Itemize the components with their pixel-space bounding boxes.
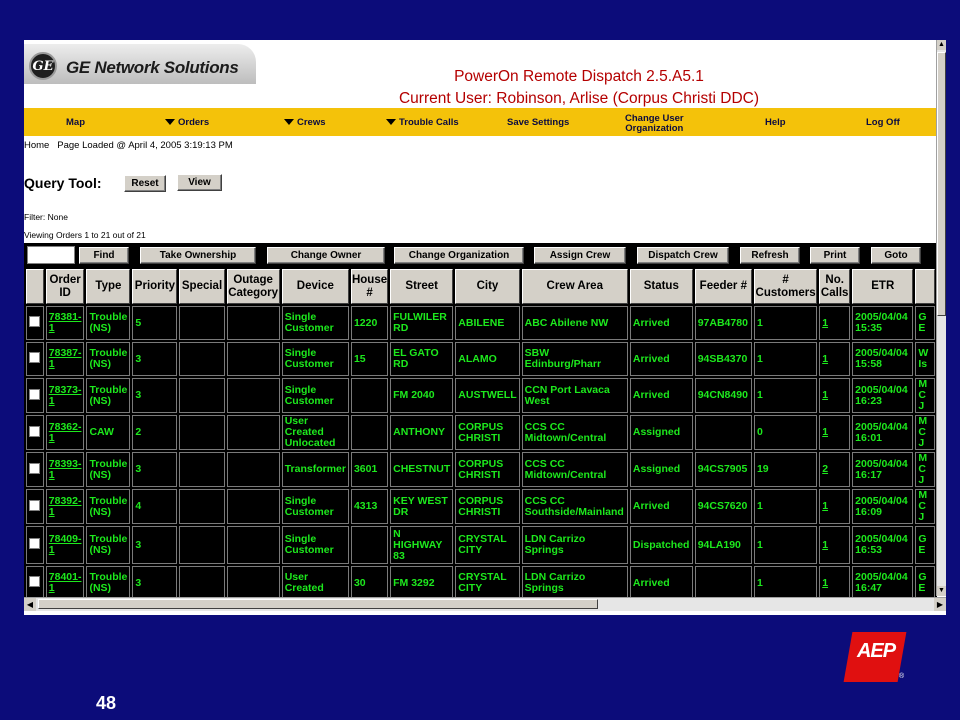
select-column-header [26,269,44,304]
page-info [24,140,233,151]
column-header[interactable]: No. Calls [819,269,850,304]
column-header[interactable]: # Customers [754,269,817,304]
cell-outage [227,489,280,524]
cell-etr: 2005/04/04 16:47 [852,566,913,597]
cell-type: Trouble (NS) [86,566,130,597]
cell-calls [819,378,850,413]
row-select-cell [26,342,44,376]
cell-priority: 3 [132,342,177,376]
cell-priority: 3 [132,378,177,413]
cell-type: Trouble (NS) [86,378,130,413]
cell-type: Trouble (NS) [86,526,130,564]
row-checkbox[interactable] [29,576,40,587]
take-ownership-button[interactable]: Take Ownership [140,247,256,264]
dropdown-arrow-icon [165,119,175,125]
cell-outage [227,415,280,450]
column-header-clipped [915,269,935,304]
ge-logo-icon: GE [29,52,57,80]
cell-extra: M C J [915,415,935,450]
calls-link[interactable]: 1 [822,538,829,551]
cell-special [179,526,224,564]
cell-etr: 2005/04/04 15:58 [852,342,913,376]
calls-link[interactable]: 1 [822,352,829,365]
cell-customers: 19 [754,452,817,487]
row-select-cell [26,489,44,524]
app-header [24,40,946,108]
view-button[interactable]: View [177,174,222,191]
browser-window [24,40,946,615]
row-select-cell [26,306,44,340]
cell-outage [227,452,280,487]
cell-calls [819,342,850,376]
cell-priority: 5 [132,306,177,340]
cell-customers: 1 [754,378,817,413]
scroll-up-arrow-icon[interactable]: ▲ [938,41,945,48]
cell-etr: 2005/04/04 16:53 [852,526,913,564]
cell-order-id [46,306,85,340]
aep-logo-text: AEP [856,640,896,662]
cell-street: FULWILER RD [390,306,453,340]
cell-type: Trouble (NS) [86,342,130,376]
orders-table [24,267,937,597]
cell-crew-area: LDN Carrizo Springs [522,566,628,597]
cell-status: Arrived [630,378,693,413]
cell-street: ANTHONY [390,415,453,450]
cell-street: KEY WEST DR [390,489,453,524]
cell-device: Single Customer [282,489,349,524]
slide-number: 48 [96,693,117,713]
cell-feeder: 94CS7905 [695,452,752,487]
cell-special [179,306,224,340]
cell-special [179,566,224,597]
cell-feeder: 97AB4780 [695,306,752,340]
row-checkbox[interactable] [29,538,40,549]
cell-etr: 2005/04/04 15:35 [852,306,913,340]
cell-device: User Created [282,566,349,597]
menu-map[interactable] [66,108,85,136]
order-id-link[interactable]: 78362-1 [48,420,82,444]
cell-priority: 4 [132,489,177,524]
menu-log-off-label: Log Off [866,116,900,128]
cell-street: FM 3292 [390,566,453,597]
registered-mark: ® [899,673,905,680]
cell-house: 3601 [351,452,388,487]
column-header[interactable]: Outage Category [227,269,280,304]
scroll-right-arrow-icon[interactable]: ▶ [934,598,946,611]
calls-link[interactable]: 1 [822,576,829,589]
row-checkbox[interactable] [29,316,40,327]
cell-calls [819,489,850,524]
cell-special [179,342,224,376]
assign-crew-button[interactable]: Assign Crew [534,247,626,264]
table-row[interactable] [26,378,935,413]
cell-type: Trouble (NS) [86,306,130,340]
cell-order-id [46,415,85,450]
cell-type: CAW [86,415,130,450]
vertical-scroll-thumb[interactable] [937,52,946,316]
cell-outage [227,306,280,340]
cell-priority: 3 [132,526,177,564]
table-row[interactable] [26,566,935,597]
dropdown-arrow-icon [284,119,294,125]
brand-tab [24,44,256,84]
row-checkbox[interactable] [29,352,40,363]
cell-extra: W Is [915,342,935,376]
calls-link[interactable]: 1 [822,389,829,401]
cell-order-id [46,526,85,564]
cell-city: AUSTWELL [455,378,519,413]
goto-button[interactable]: Goto [871,247,921,264]
cell-crew-area: CCS CC Midtown/Central [522,452,628,487]
brand-name: GE Network Solutions [66,58,239,77]
cell-feeder [695,566,752,597]
column-header[interactable]: Feeder # [695,269,752,304]
cell-etr: 2005/04/04 16:23 [852,378,913,413]
cell-etr: 2005/04/04 16:09 [852,489,913,524]
cell-device: Single Customer [282,342,349,376]
cell-house: 15 [351,342,388,376]
order-id-link[interactable]: 78393-1 [48,457,82,481]
cell-type: Trouble (NS) [86,489,130,524]
cell-order-id [46,489,85,524]
cell-city: ALAMO [455,342,519,376]
cell-feeder: 94SB4370 [695,342,752,376]
menu-orders[interactable] [165,108,209,136]
grid-toolbar [24,243,944,267]
cell-calls [819,415,850,450]
filter-text: Filter: None [24,212,68,222]
menu-save-settings-label: Save Settings [507,116,570,128]
table-row[interactable] [26,342,935,376]
table-row[interactable] [26,526,935,564]
order-id-link[interactable]: 78381-1 [48,311,82,334]
scroll-left-arrow-icon[interactable]: ◀ [24,598,36,611]
change-organization-button[interactable]: Change Organization [394,247,524,264]
calls-link[interactable]: 1 [822,316,829,329]
row-select-cell [26,415,44,450]
print-button[interactable]: Print [810,247,860,264]
row-checkbox[interactable] [29,500,40,511]
cell-calls [819,526,850,564]
order-id-link[interactable]: 78387-1 [48,347,82,370]
cell-calls [819,566,850,597]
row-select-cell [26,566,44,597]
menu-trouble-calls-label: Trouble Calls [399,116,459,128]
home-link[interactable]: Home [24,140,50,151]
menu-change-user-organization-label [625,110,684,134]
cell-customers: 1 [754,306,817,340]
column-header[interactable]: Special [179,269,224,304]
order-id-link[interactable]: 78401-1 [48,571,82,594]
cell-special [179,452,224,487]
calls-link[interactable]: 2 [822,463,829,475]
cell-device: Transformer [282,452,349,487]
grid-header-row [26,269,935,304]
menu-help[interactable] [765,108,786,136]
cell-extra: M C J [915,378,935,413]
cell-order-id [46,566,85,597]
cell-order-id [46,378,85,413]
table-row[interactable] [26,452,935,487]
change-owner-button[interactable]: Change Owner [267,247,385,264]
cell-city: CRYSTAL CITY [455,526,519,564]
cell-status: Assigned [630,452,693,487]
cell-device: Single Customer [282,378,349,413]
app-title: PowerOn Remote Dispatch 2.5.A5.1 [454,68,704,85]
order-id-link[interactable]: 78392-1 [48,494,82,518]
cell-priority: 3 [132,452,177,487]
cell-customers: 1 [754,526,817,564]
scroll-down-arrow-icon[interactable]: ▼ [938,587,945,594]
cell-special [179,415,224,450]
cell-status: Arrived [630,342,693,376]
cell-extra: G E [915,566,935,597]
cell-city: CORPUS CHRISTI [455,452,519,487]
horizontal-scroll-thumb[interactable] [38,599,598,609]
table-row[interactable] [26,489,935,524]
cell-house: 1220 [351,306,388,340]
column-header[interactable]: City [455,269,519,304]
viewing-count: Viewing Orders 1 to 21 out of 21 [24,230,146,240]
row-select-cell [26,526,44,564]
menu-map-label: Map [66,116,85,128]
cell-status: Arrived [630,489,693,524]
menu-cuo-line1: Change User [625,113,684,124]
cell-city: ABILENE [455,306,519,340]
column-header[interactable]: Street [390,269,453,304]
cell-outage [227,526,280,564]
dropdown-arrow-icon [386,119,396,125]
cell-etr: 2005/04/04 16:01 [852,415,913,450]
cell-calls [819,452,850,487]
column-header[interactable]: Status [630,269,693,304]
order-id-link[interactable]: 78373-1 [48,383,82,407]
cell-special [179,378,224,413]
cell-etr: 2005/04/04 16:17 [852,452,913,487]
current-user: Current User: Robinson, Arlise (Corpus Christi DDC) [398,90,760,107]
cell-device: User Created Unlocated [282,415,349,450]
cell-extra: M C J [915,489,935,524]
column-header[interactable]: ETR [852,269,913,304]
menu-trouble-calls[interactable] [386,108,459,136]
cell-house [351,378,388,413]
cell-order-id [46,452,85,487]
cell-street: CHESTNUT [390,452,453,487]
calls-link[interactable]: 1 [822,426,829,438]
cell-outage [227,342,280,376]
vertical-scrollbar[interactable] [936,40,946,596]
cell-street: FM 2040 [390,378,453,413]
page-loaded-text: Page Loaded @ April 4, 2005 3:19:13 PM [57,140,233,151]
menu-crews-label: Crews [297,116,326,128]
cell-outage [227,566,280,597]
cell-city: CORPUS CHRISTI [455,489,519,524]
table-row[interactable] [26,306,935,340]
cell-status: Arrived [630,306,693,340]
orders-grid [24,267,937,597]
cell-priority: 2 [132,415,177,450]
calls-link[interactable]: 1 [822,500,829,512]
cell-order-id [46,342,85,376]
cell-crew-area: CCS CC Southside/Mainland [522,489,628,524]
cell-extra: G E [915,526,935,564]
column-header[interactable]: Crew Area [522,269,628,304]
cell-crew-area: SBW Edinburg/Pharr [522,342,628,376]
cell-status: Arrived [630,566,693,597]
cell-feeder [695,415,752,450]
cell-street: EL GATO RD [390,342,453,376]
cell-feeder: 94LA190 [695,526,752,564]
row-checkbox[interactable] [29,426,40,437]
cell-customers: 1 [754,566,817,597]
menu-log-off[interactable] [866,108,900,136]
reset-button[interactable]: Reset [124,175,166,192]
cell-house [351,526,388,564]
order-id-link[interactable]: 78409-1 [48,533,82,556]
cell-extra: G E [915,306,935,340]
menu-help-label: Help [765,116,786,128]
row-select-cell [26,452,44,487]
menu-save-settings[interactable] [507,108,569,136]
refresh-button[interactable]: Refresh [740,247,800,264]
goto-input[interactable] [27,246,75,264]
cell-street: N HIGHWAY 83 [390,526,453,564]
cell-customers: 0 [754,415,817,450]
find-button[interactable]: Find [79,247,129,264]
column-header[interactable]: House # [351,269,388,304]
cell-feeder: 94CN8490 [695,378,752,413]
menu-change-user-organization[interactable] [625,108,684,136]
horizontal-scrollbar[interactable] [24,597,946,611]
column-header[interactable]: Type [86,269,130,304]
cell-status: Assigned [630,415,693,450]
cell-extra: M C J [915,452,935,487]
menu-orders-label: Orders [178,116,210,128]
menu-crews[interactable] [284,108,326,136]
cell-crew-area: CCS CC Midtown/Central [522,415,628,450]
cell-type: Trouble (NS) [86,452,130,487]
cell-special [179,489,224,524]
column-header[interactable]: Device [282,269,349,304]
cell-priority: 3 [132,566,177,597]
cell-house [351,415,388,450]
cell-city: CORPUS CHRISTI [455,415,519,450]
cell-crew-area: ABC Abilene NW [522,306,628,340]
cell-device: Single Customer [282,526,349,564]
query-tool-label: Query Tool: [24,175,102,191]
cell-feeder: 94CS7620 [695,489,752,524]
cell-city: CRYSTAL CITY [455,566,519,597]
table-row[interactable] [26,415,935,450]
cell-status: Dispatched [630,526,693,564]
cell-crew-area: LDN Carrizo Springs [522,526,628,564]
cell-calls [819,306,850,340]
row-select-cell [26,378,44,413]
column-header[interactable]: Order ID [46,269,85,304]
cell-device: Single Customer [282,306,349,340]
cell-outage [227,378,280,413]
row-checkbox[interactable] [29,463,40,474]
cell-crew-area: CCN Port Lavaca West [522,378,628,413]
cell-customers: 1 [754,342,817,376]
dispatch-crew-button[interactable]: Dispatch Crew [637,247,729,264]
row-checkbox[interactable] [29,389,40,400]
column-header[interactable]: Priority [132,269,177,304]
grid-body [26,306,935,597]
menu-cuo-line2: Organization [625,123,684,134]
cell-house: 4313 [351,489,388,524]
menu-bar [24,108,946,136]
cell-house: 30 [351,566,388,597]
cell-customers: 1 [754,489,817,524]
